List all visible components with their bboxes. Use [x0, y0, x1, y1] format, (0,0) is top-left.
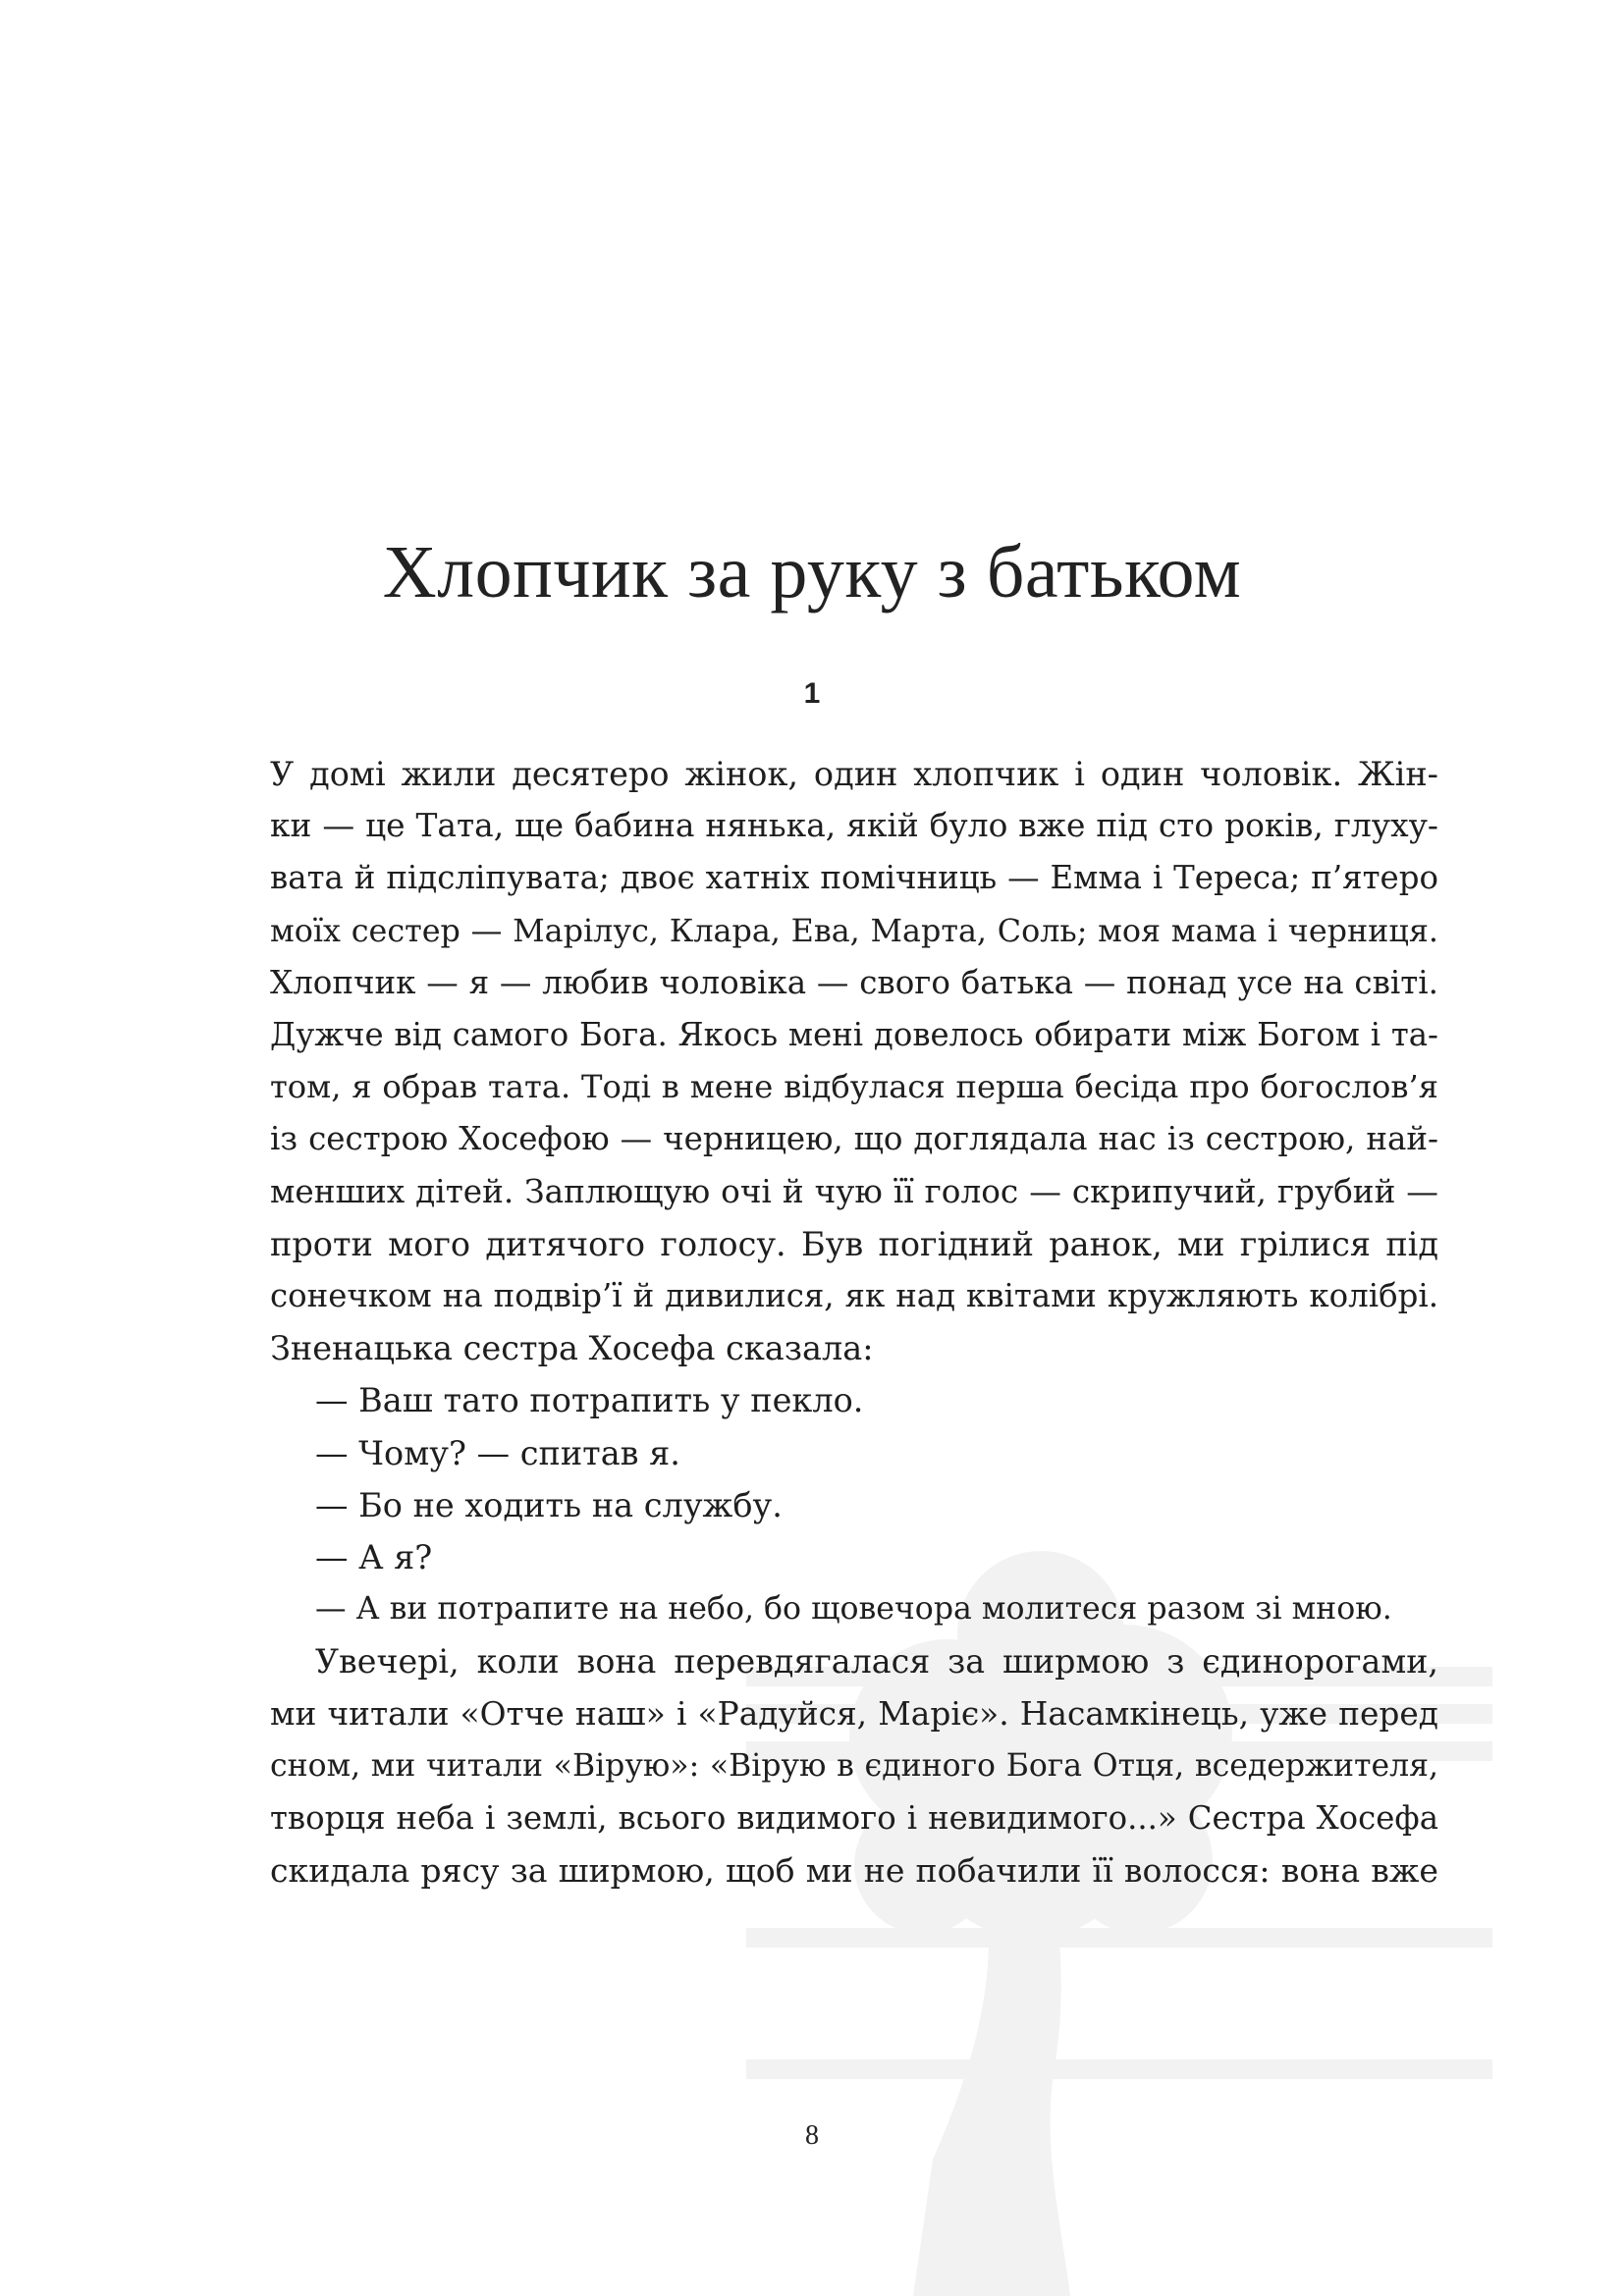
text-line: творця неба і землі, всього видимого і невидимого...» Сестра Хосефа	[270, 1799, 1438, 1838]
dialogue-line	[270, 1427, 1438, 1479]
dialogue-text: — Ваш тато потрапить у пекло.	[315, 1381, 864, 1420]
dialogue-text: — Чому? — спитав я.	[315, 1433, 680, 1472]
text-line: Увечері, коли вона перевдягалася за ширмою з єдинорогами,	[315, 1642, 1438, 1682]
page-number: 8	[805, 2120, 819, 2151]
paragraph-1	[270, 748, 1438, 1374]
text-line: Зненацька сестра Хосефа сказала:	[270, 1329, 874, 1368]
text-line: менших дітей. Заплющую очі й чую її голос — скрипучий, грубий —	[270, 1172, 1438, 1210]
text-line: ки — це Тата, ще бабина нянька, якій було вже під сто років, глуху-	[270, 807, 1438, 845]
dialogue-line	[270, 1531, 1438, 1583]
text-line: сонечком на подвір’ї й дивилися, як над квітами кружляють колібрі.	[270, 1277, 1438, 1315]
text-line: том, я обрав тата. Тоді в мене відбулася перша бесіда про богослов’я	[270, 1068, 1438, 1106]
text-line: моїх сестер — Марілус, Клара, Ева, Марта, Соль; моя мама і черниця.	[270, 912, 1438, 949]
text-line: сном, ми читали «Вірую»: «Вірую в єдиного Бога Отця, вседержителя,	[270, 1747, 1438, 1784]
dialogue-line	[270, 1374, 1438, 1426]
text-line: вата й підсліпувата; двоє хатніх помічниць — Емма і Тереса; п’ятеро	[270, 859, 1438, 897]
dialogue-text: — А ви потрапите на небо, бо щовечора молитеся разом зі мною.	[315, 1591, 1392, 1628]
dialogue-text: — Бо не ходить на службу.	[315, 1485, 783, 1524]
text-line: Хлопчик — я — любив чоловіка — свого батька — понад усе на світі.	[270, 963, 1438, 1001]
paragraph-2	[270, 1635, 1438, 1896]
dialogue-text: — А я?	[315, 1538, 433, 1577]
text-line: Дужче від самого Бога. Якось мені довелось обирати між Богом і та-	[270, 1016, 1438, 1054]
section-number: 1	[803, 677, 821, 710]
chapter-title: Хлопчик за руку з батьком	[382, 531, 1242, 614]
text-line: із сестрою Хосефою — черницею, що доглядала нас із сестрою, най-	[270, 1120, 1438, 1158]
dialogue-line	[270, 1479, 1438, 1531]
text-line: ми читали «Отче наш» і «Радуйся, Маріє». Насамкінець, уже перед	[270, 1694, 1438, 1733]
body-text	[270, 748, 1438, 1896]
dialogue-line	[270, 1583, 1438, 1635]
text-line: проти мого дитячого голосу. Був погідний ранок, ми грілися під	[270, 1224, 1438, 1263]
text-line: скидала рясу за ширмою, щоб ми не побачили її волосся: вона вже	[270, 1851, 1438, 1891]
text-line: У домі жили десятеро жінок, один хлопчик і один чоловік. Жін-	[270, 755, 1438, 793]
